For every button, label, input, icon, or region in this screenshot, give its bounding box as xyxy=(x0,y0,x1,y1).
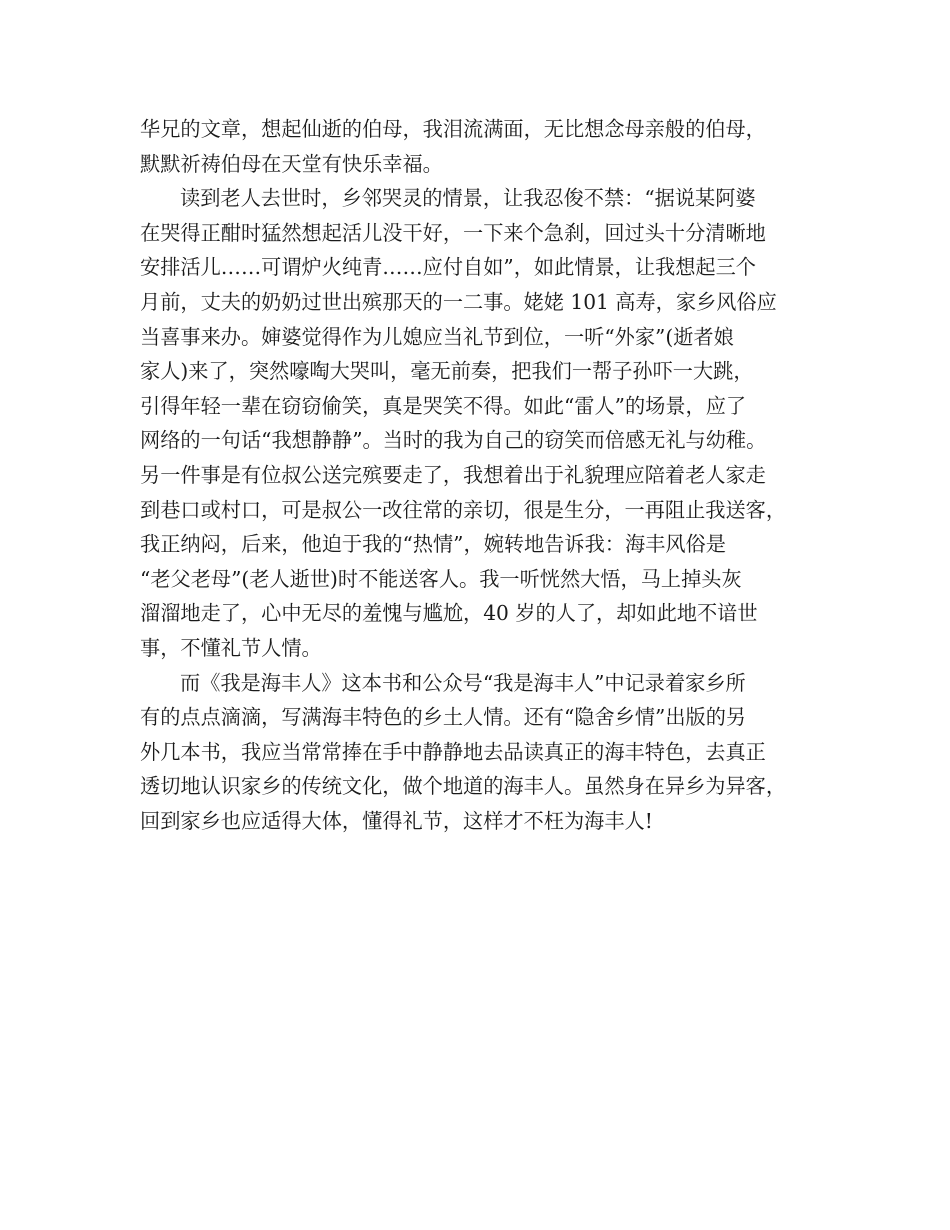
text-line: 有的点点滴滴，写满海丰特色的乡土人情。还有“隐舍乡情”出版的另 xyxy=(140,705,747,730)
text-line: 我正纳闷，后来，他迫于我的“热情”，婉转地告诉我：海丰风俗是 xyxy=(140,532,726,557)
text-line: 安排活儿……可谓炉火纯青……应付自如”，如此情景，让我想起三个 xyxy=(140,255,756,280)
text-line: “老父老母”(老人逝世)时不能送客人。我一听恍然大悟，马上掉头灰 xyxy=(140,566,742,591)
text-line: 引得年轻一辈在窃窃偷笑，真是哭笑不得。如此“雷人”的场景，应了 xyxy=(140,393,747,418)
text-line: 华兄的文章，想起仙逝的伯母，我泪流满面，无比想念母亲般的伯母， xyxy=(140,117,766,141)
text-line: 网络的一句话“我想静静”。当时的我为自己的窃笑而倍感无礼与幼稚。 xyxy=(140,428,767,453)
document-body xyxy=(140,112,830,838)
text-line: 溜溜地走了，心中无尽的羞愧与尴尬，40 岁的人了，却如此地不谙世 xyxy=(140,601,758,626)
text-line: 另一件事是有位叔公送完殡要走了，我想着出于礼貌理应陪着老人家走 xyxy=(140,462,766,487)
text-line: 默默祈祷伯母在天堂有快乐幸福。 xyxy=(140,151,443,176)
text-line: 外几本书，我应当常常捧在手中静静地去品读真正的海丰特色，去真正 xyxy=(140,739,766,764)
text-line: 回到家乡也应适得大体，懂得礼节，这样才不枉为海丰人! xyxy=(140,808,653,833)
text-line: 到巷口或村口，可是叔公一改往常的亲切，很是生分，一再阻止我送客， xyxy=(140,497,787,522)
paragraph-first-line: 读到老人去世时，乡邻哭灵的情景，让我忍俊不禁：“据说某阿婆 xyxy=(180,186,756,211)
text-line: 在哭得正酣时猛然想起活儿没干好，一下来个急刹，回过头十分清晰地 xyxy=(140,220,766,245)
text-line: 当喜事来办。婶婆觉得作为儿媳应当礼节到位，一听“外家”(逝者娘 xyxy=(140,324,734,349)
text-line: 透切地认识家乡的传统文化，做个地道的海丰人。虽然身在异乡为异客， xyxy=(140,774,787,799)
text-line: 月前，丈夫的奶奶过世出殡那天的一二事。姥姥 101 高寿，家乡风俗应 xyxy=(140,289,777,314)
paragraph-first-line: 而《我是海丰人》这本书和公众号“我是海丰人”中记录着家乡所 xyxy=(180,670,746,695)
text-line: 家人)来了，突然嚎啕大哭叫，毫无前奏，把我们一帮子孙吓一大跳， xyxy=(140,359,754,384)
text-line: 事，不懂礼节人情。 xyxy=(140,635,322,660)
